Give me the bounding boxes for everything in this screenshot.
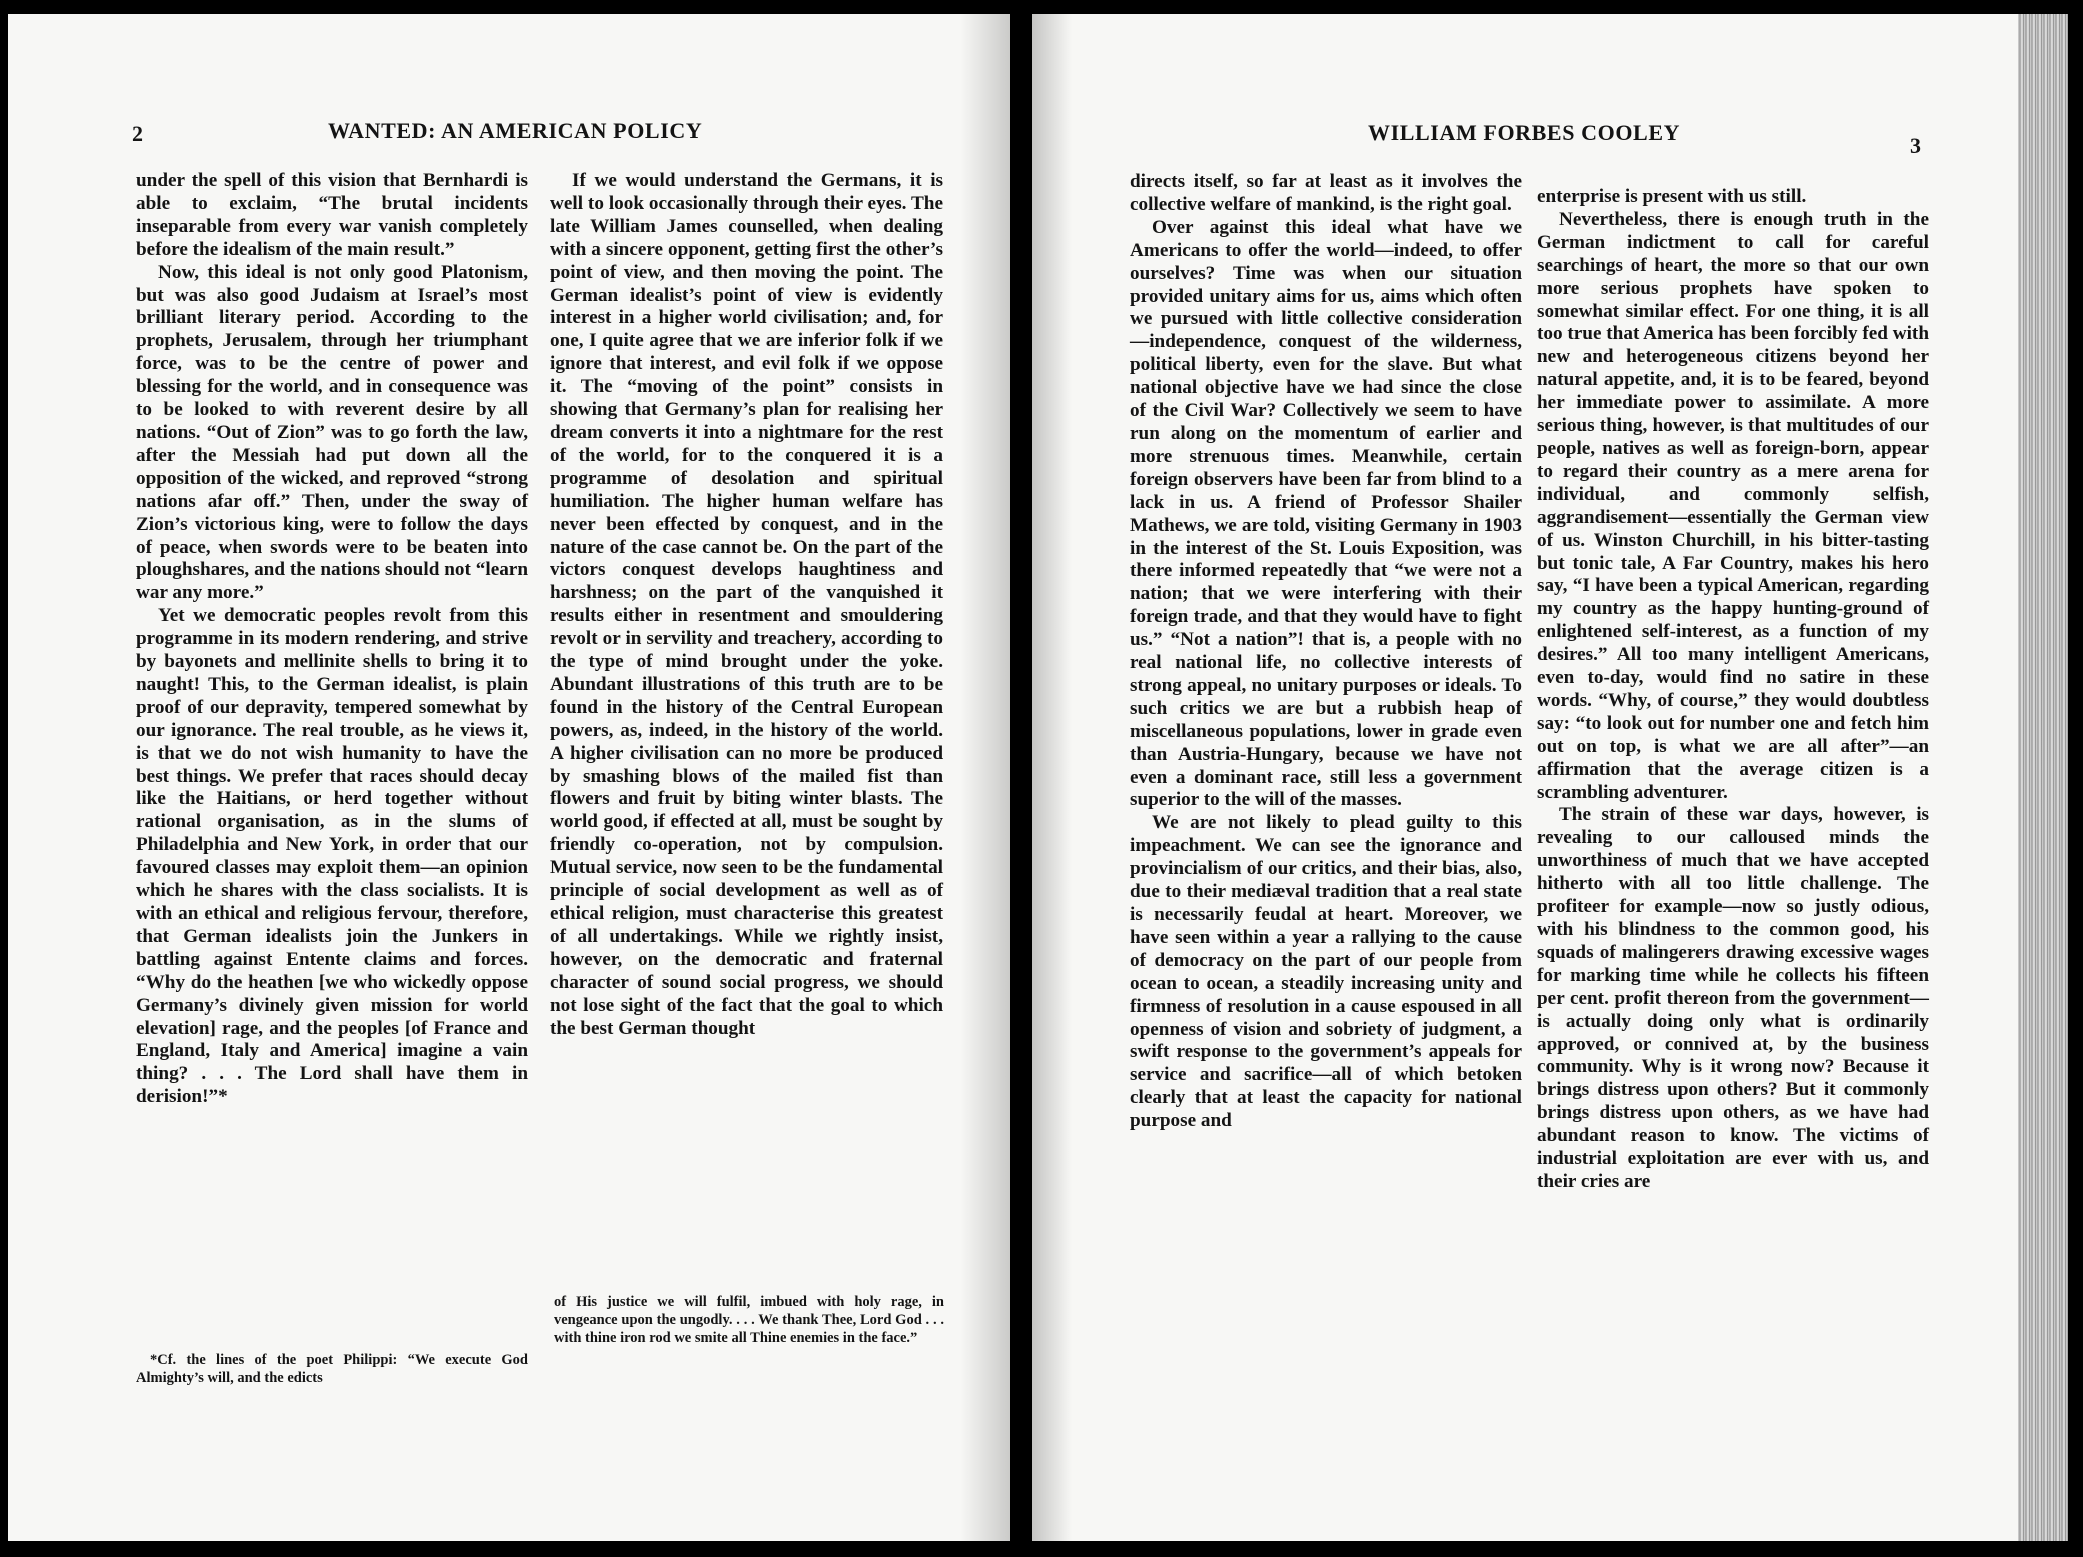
- column-right-1: [1130, 171, 1522, 1133]
- paragraph: Yet we democratic peoples revolt from this programme in its modern rendering, and strive by bayonets and mellinite shells to bring it to naught! This, to the German idealist, is plain proof of our depravity, tempered somewhat by our ignorance. The real trouble, as he views it, is that we do not wish humanity to have the best things. We prefer that races should decay like the Haitians, or herd together without rational organisation, as in the slums of Philadelphia and New York, in order that our favoured classes may exploit them—an opinion which he shares with the class socialists. It is with an ethical and religious fervour, therefore, that German idealists join the Junkers in battling against Entente claims and forces. “Why do the heathen [we who wickedly oppose Germany’s divinely given mission for world elevation] rage, and the peoples [of France and England, Italy and America] imagine a vain thing? . . . The Lord shall have them in derision!”*: [136, 605, 528, 1108]
- column-left-1: [136, 170, 528, 1109]
- paragraph: Nevertheless, there is enough truth in the German indictment to call for careful searchings of heart, the more so that our own more serious prophets have spoken to somewhat similar effect. For one thing, it is all too true that America has been forcibly fed with new and heterogeneous citizens beyond her natural appetite, and, it is to be feared, beyond her immediate power to assimilate. A more serious thing, however, is that multitudes of our people, natives as well as foreign-born, appear to regard their country as a mere arena for individual, and commonly selfish, aggrandisement—essentially the German view of us. Winston Churchill, in his bitter-tasting but tonic tale, A Far Country, makes his hero say, “I have been a typical American, regarding my country as the happy hunting-ground of enlightened self-interest, as a function of my desires.” All too many intelligent Americans, even to-day, would find no satire in these words. “Why, of course,” they would doubtless say: “to look out for number one and fetch him out on top, is what we are all after”—an affirmation that the average citizen is a scrambling adventurer.: [1537, 208, 1929, 803]
- footnote-left-1: [136, 1351, 528, 1387]
- page-number: 3: [1910, 133, 1921, 158]
- paragraph: If we would understand the Germans, it is well to look occasionally through their eyes. The late William James counselled, when dealing with a sincere opponent, getting first the other’s point of view, and then moving the point. The German idealist’s point of view is evidently interest in a higher world civilisation; and, for one, I quite agree that we are inferior folk if we ignore that interest, and evil folk if we oppose it. The “moving of the point” consists in showing that Germany’s plan for realising her dream converts it into a nightmare for the rest of the world, for to the conquered it is a programme of desolation and spiritual humiliation. The higher human welfare has never been effected by conquest, and in the nature of the case cannot be. On the part of the victors conquest develops haughtiness and harshness; on the part of the vanquished it results either in resentment and smouldering revolt or in servility and treachery, according to the type of mind brought under the yoke. Abundant illustrations of this truth are to be found in the history of the Central European powers, as, indeed, in the history of the world. A higher civilisation can no more be produced by smashing blows of the mailed fist than flowers and fruit by biting winter blasts. The world good, if effected at all, must be sought by friendly co-operation, not by compulsion. Mutual service, now seen to be the fundamental principle of social development as well as of ethical religion, must characterise this greatest of all undertakings. While we rightly insist, however, on the democratic and fraternal character of sound social progress, we should not lose sight of the fact that the goal to which the best German thought: [550, 170, 943, 1039]
- column-right-2: [1537, 186, 1929, 1194]
- footnote-text: *Cf. the lines of the poet Philippi: “We execute God Almighty’s will, and the edicts: [136, 1352, 528, 1386]
- gutter-shadow: [960, 14, 1010, 1541]
- left-page: [8, 14, 1010, 1541]
- page-number: 2: [132, 121, 143, 146]
- gutter-shadow: [1032, 14, 1072, 1541]
- paragraph: under the spell of this vision that Bernhardi is able to exclaim, “The brutal incidents inseparable from every war vanish completely before the idealism of the main result.”: [136, 170, 528, 260]
- paragraph: enterprise is present with us still.: [1537, 186, 1807, 207]
- column-left-2: [550, 170, 943, 1040]
- running-head: WILLIAM FORBES COOLEY: [1368, 120, 1681, 145]
- page-fore-edge: [2018, 14, 2068, 1541]
- right-page: [1032, 14, 2032, 1541]
- paragraph: We are not likely to plead guilty to this impeachment. We can see the ignorance and provincialism of our critics, and their bias, also, due to their mediæval tradition that a real state is necessarily feudal at heart. Moreover, we have seen within a year a rallying to the cause of democracy on the part of our people from ocean to ocean, a steadily increasing unity and firmness of resolution in a cause espoused in all openness of vision and sobriety of judgment, a swift response to the government’s appeals for service and sacrifice—all of which betoken clearly that at least the capacity for national purpose and: [1130, 812, 1522, 1132]
- footnote-text: of His justice we will fulfil, imbued with holy rage, in vengeance upon the ungodly. . . . We thank Thee, Lord God . . . with thine iron rod we smite all Thine enemies in the face.”: [554, 1294, 944, 1346]
- paragraph: Now, this ideal is not only good Platonism, but was also good Judaism at Israel’s most brilliant literary period. According to the prophets, Jerusalem, through her triumphant force, was to be the centre of power and blessing for the world, and in consequence was to be looked to with reverent desire by all nations. “Out of Zion” was to go forth the law, after the Messiah had put down all the opposition of the wicked, and reproved “strong nations afar off.” Then, under the sway of Zion’s victorious king, were to follow the days of peace, when swords were to be beaten into ploughshares, and the nations should not “learn war any more.”: [136, 261, 528, 604]
- paragraph: directs itself, so far at least as it involves the collective welfare of mankind, is the right goal.: [1130, 171, 1522, 215]
- paragraph: Over against this ideal what have we Americans to offer the world—indeed, to offer ourselves? Time was when our situation provided unitary aims for us, aims which often we pursued with little collective consideration—independence, conquest of the wilderness, political liberty, even for the slave. But what national objective have we had since the close of the Civil War? Collectively we seem to have run along on the momentum of earlier and more strenuous times. Meanwhile, certain foreign observers have been far from blind to a lack in us. A friend of Professor Shailer Mathews, we are told, visiting Germany in 1903 in the interest of the St. Louis Exposition, was there informed repeatedly that “we were not a nation; that we were interfering with their foreign trade, and that they would have to fight us.” “Not a nation”! that is, a people with no real national life, no collective interests of strong appeal, no unitary purposes or ideals. To such critics we are but a rubbish heap of miscellaneous populations, lower in grade even than Austria-Hungary, because we have not even a dominant race, still less a government superior to the will of the masses.: [1130, 216, 1522, 811]
- footnote-left-2: [554, 1293, 944, 1347]
- running-head: WANTED: AN AMERICAN POLICY: [328, 118, 703, 143]
- paragraph: The strain of these war days, however, is revealing to our calloused minds the unworthiness of much that we have accepted hitherto with all too little challenge. The profiteer for example—now so justly odious, with his blindness to the common good, his squads of malingerers drawing excessive wages for marking time while he collects his fifteen per cent. profit thereon from the government—is actually doing only what is ordinarily approved, or connived at, by the business community. Why is it wrong now? Because it brings distress upon others? But it commonly brings distress upon others, as we have had abundant reason to know. The victims of industrial exploitation are ever with us, and their cries are: [1537, 804, 1929, 1192]
